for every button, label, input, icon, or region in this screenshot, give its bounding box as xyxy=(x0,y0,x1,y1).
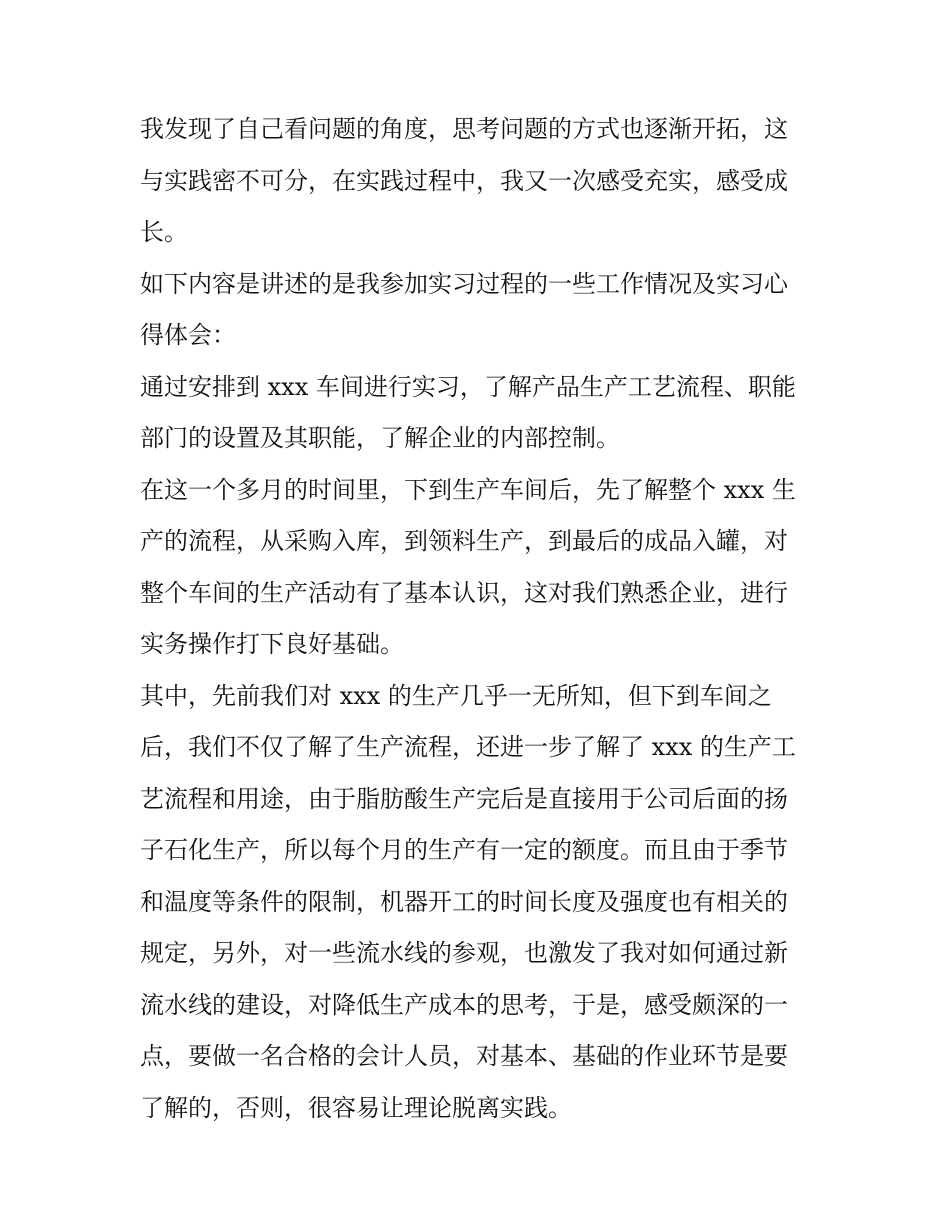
text-line: 实务操作打下良好基础。 xyxy=(140,630,404,658)
text-line: 点，要做一名合格的会计人员，对基本、基础的作业环节是要 xyxy=(140,1042,788,1070)
text-line: 在这一个多月的时间里，下到生产车间后，先了解整个 xxx 生 xyxy=(140,475,796,504)
text-line: 产的流程，从采购入库，到领料生产，到最后的成品入罐，对 xyxy=(140,527,788,555)
text-line: 与实践密不可分，在实践过程中，我又一次感受充实，感受成 xyxy=(140,166,788,195)
body-text xyxy=(140,104,814,1134)
paragraph-3 xyxy=(140,362,814,465)
text-line: 了解的，否则，很容易让理论脱离实践。 xyxy=(140,1093,572,1122)
text-line: 规定，另外，对一些流水线的参观，也激发了我对如何通过新 xyxy=(140,939,788,967)
text-line: 后，我们不仅了解了生产流程，还进一步了解了 xxx 的生产工 xyxy=(140,733,796,761)
text-line: 通过安排到 xxx 车间进行实习，了解产品生产工艺流程、职能 xyxy=(140,372,796,401)
text-line: 长。 xyxy=(140,218,188,246)
text-line: 子石化生产，所以每个月的生产有一定的额度。而且由于季节 xyxy=(140,836,788,864)
text-line: 得体会： xyxy=(140,321,236,349)
text-line: 我发现了自己看问题的角度，思考问题的方式也逐渐开拓，这 xyxy=(140,115,788,143)
text-line: 整个车间的生产活动有了基本认识，这对我们熟悉企业，进行 xyxy=(140,578,788,607)
text-line: 艺流程和用途，由于脂肪酸生产完后是直接用于公司后面的扬 xyxy=(140,784,788,813)
text-line: 其中，先前我们对 xxx 的生产几乎一无所知，但下到车间之 xyxy=(140,681,772,710)
text-line: 如下内容是讲述的是我参加实习过程的一些工作情况及实习心 xyxy=(140,269,788,298)
paragraph-4 xyxy=(140,465,814,671)
paragraph-2 xyxy=(140,259,814,362)
text-line: 流水线的建设，对降低生产成本的思考，于是，感受颇深的一 xyxy=(140,990,788,1019)
paragraph-1 xyxy=(140,104,814,259)
text-line: 和温度等条件的限制，机器开工的时间长度及强度也有相关的 xyxy=(140,887,788,916)
text-line: 部门的设置及其职能，了解企业的内部控制。 xyxy=(140,424,620,452)
paragraph-5 xyxy=(140,671,814,1135)
